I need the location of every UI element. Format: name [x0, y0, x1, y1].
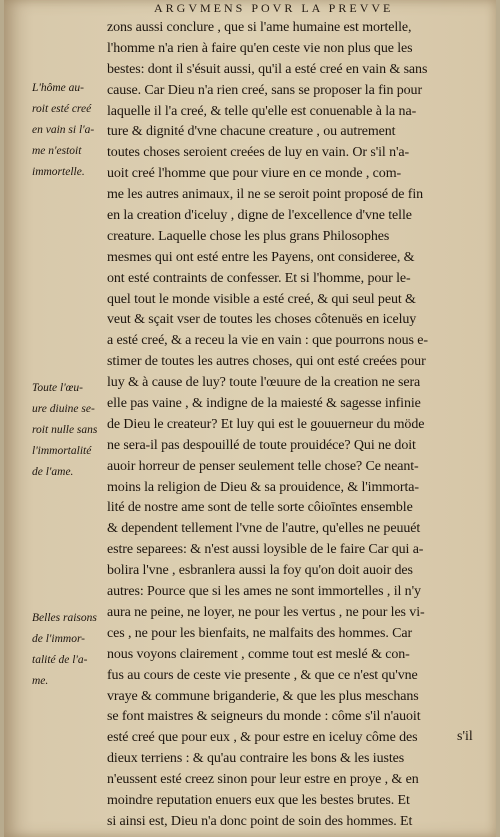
- text-line: ont esté contraints de confesser. Et si l'homme, pour le-: [107, 270, 411, 286]
- marginal-line: talité de l'a-: [32, 654, 88, 666]
- marginal-note-1: [32, 78, 94, 183]
- text-line: bolira l'vne , esbranlera aussi la foy qu'on doit auoir des: [107, 563, 413, 579]
- text-line: moindre reputation enuers eux que les bestes brutes. Et: [107, 792, 410, 808]
- text-line: bestes: dont il s'ésuit aussi, qu'il a esté creé en vain & sans: [107, 61, 428, 77]
- running-head: ARGVMENS POVR LA PREVVE: [154, 1, 394, 15]
- text-line: fus au cours de ceste vie presente , & que ce n'est qu'vne: [107, 667, 418, 683]
- marginal-line: de l'immor-: [32, 633, 86, 645]
- marginal-line: immortelle.: [32, 166, 85, 178]
- marginal-line: l'immortalité: [32, 445, 92, 457]
- body-text: [107, 18, 483, 833]
- text-line: dieux terriens : & qu'au contraire les bons & les iustes: [107, 751, 405, 767]
- text-line: autres: Pource que si les ames ne sont immortelles , il n'y: [107, 584, 421, 600]
- marginal-line: Belles raisons: [32, 612, 97, 624]
- text-line: creature. Laquelle chose les plus grans Philosophes: [107, 228, 390, 244]
- text-line: l'homme n'a rien à faire qu'en ceste vie non plus que les: [107, 40, 413, 56]
- text-line: & dependent tellement l'vne de l'autre, qu'elles ne peuuét: [107, 521, 421, 537]
- text-line: uoit creé l'homme que pour viure en ce monde , com-: [107, 166, 402, 182]
- text-line: veut & sçait vser de toutes les choses côtenuës en iceluy: [107, 312, 417, 328]
- text-line: laquelle il l'a creé, & telle qu'elle est conuenable à la na-: [107, 103, 417, 119]
- text-line: me les autres animaux, il ne se seroit point proposé de fin: [107, 187, 424, 203]
- text-line: mesmes qui ont esté entre les Payens, ont consideree, &: [107, 249, 415, 265]
- text-line: stimer de toutes les autres choses, qui ont esté creées pour: [107, 354, 426, 370]
- text-line: nous voyons clairement , comme tout est meslé & con-: [107, 646, 410, 662]
- text-line: aura ne peine, ne loyer, ne pour les vertus , ne pour les vi-: [107, 604, 425, 620]
- text-line: vraye & commune briganderie, & que les plus meschans: [107, 688, 419, 704]
- text-line: estre separees: & n'est aussi loysible de le faire Car qui a-: [107, 542, 424, 558]
- text-line: ne sera-il pas despouillé de toute prouidéce? Qui ne doit: [107, 437, 416, 453]
- marginal-line: L'hôme au-: [32, 82, 84, 94]
- text-line: n'eussent esté creez sinon pour leur estre en proye , & en: [107, 772, 419, 788]
- marginal-line: Toute l'œu-: [32, 382, 83, 394]
- marginal-line: ure diuine se-: [32, 403, 95, 415]
- text-line: quel tout le monde visible a esté creé, & qui seul peut &: [107, 291, 416, 307]
- text-line: a esté creé, & a receu la vie en vain : que pourrons nous e-: [107, 333, 428, 349]
- marginal-line: roit esté creé: [32, 103, 92, 115]
- marginal-line: me.: [32, 675, 49, 687]
- marginal-note-3: [32, 608, 97, 692]
- text-line: ture & dignité d'vne chacune creature , ou autrement: [107, 124, 396, 140]
- marginal-line: roit nulle sans: [32, 424, 98, 436]
- text-line: luy & à cause de luy? toute l'œuure de la creation ne sera: [107, 375, 421, 391]
- text-line: se font maistres & seigneurs du monde : côme s'il n'auoit: [107, 709, 421, 725]
- text-line: ces , ne pour les bienfaits, ne malfaits des hommes. Car: [107, 625, 413, 641]
- text-line: en la creation d'iceluy , digne de l'excellence d'vne telle: [107, 208, 412, 224]
- text-line: toutes choses seroient creées de luy en vain. Or s'il n'a-: [107, 145, 410, 161]
- text-line: auoir horreur de penser seulement telle chose? Ce neant-: [107, 458, 419, 474]
- marginal-note-2: [32, 378, 97, 483]
- marginal-line: me n'estoit: [32, 145, 82, 157]
- text-line: de Dieu le createur? Et luy qui est le gouuerneur du möde: [107, 416, 425, 432]
- catchword: s'il: [457, 729, 473, 744]
- text-line: cause. Car Dieu n'a rien creé, sans se proposer la fin pour: [107, 82, 422, 98]
- marginal-line: de l'ame.: [32, 466, 74, 478]
- book-page: [4, 0, 496, 837]
- text-line: lité de nostre ame sont de telle sorte côioīntes ensemble: [107, 500, 413, 516]
- text-line: elle pas vaine , & indigne de la maiesté & sagesse infinie: [107, 396, 421, 412]
- text-line: si ainsi est, Dieu n'a donc point de soin des hommes. Et: [107, 813, 413, 829]
- text-line: esté creé que pour eux , & pour estre en iceluy côme des: [107, 730, 418, 746]
- text-line: zons aussi conclure , que si l'ame humaine est mortelle,: [107, 20, 412, 35]
- marginal-line: en vain si l'a-: [32, 124, 95, 136]
- text-line: moins la religion de Dieu & sa prouidence, & l'immorta-: [107, 479, 419, 495]
